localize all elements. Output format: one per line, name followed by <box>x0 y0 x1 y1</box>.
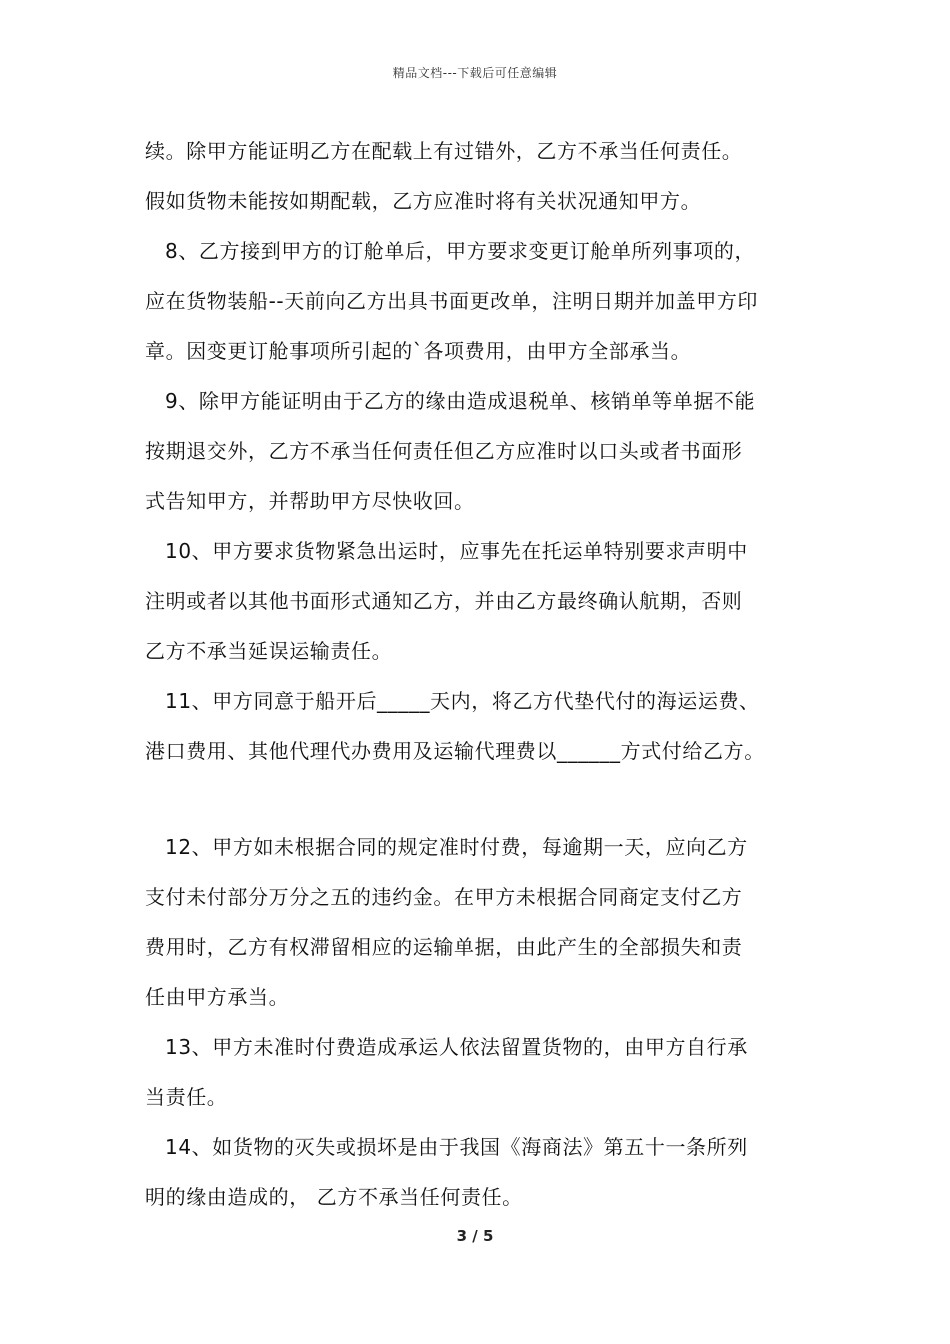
text-line: 费用时，乙方有权滞留相应的运输单据，由此产生的全部损失和责 <box>145 935 743 959</box>
text-line: 乙方不承当延误运输责任。 <box>145 639 393 663</box>
clause-11-line: 11、甲方同意于船开后_____天内，将乙方代垫代付的海运运费、 <box>165 689 760 713</box>
clause-12-line: 12、甲方如未根据合同的规定准时付费，每逾期一天，应向乙方 <box>165 835 748 859</box>
clause-14-line: 14、如货物的灭失或损坏是由于我国《海商法》第五十一条所列 <box>165 1135 748 1159</box>
text-line: 注明或者以其他书面形式通知乙方，并由乙方最终确认航期，否则 <box>145 589 743 613</box>
text-line: 任由甲方承当。 <box>145 985 290 1009</box>
text-line: 应在货物装船--天前向乙方出具书面更改单，注明日期并加盖甲方印 <box>145 289 759 313</box>
page-number: 3 / 5 <box>456 1227 494 1245</box>
text-line: 式告知甲方，并帮助甲方尽快收回。 <box>145 489 475 513</box>
page-header: 精品文档---下载后可任意编辑 <box>392 66 558 80</box>
clause-8-line: 8、乙方接到甲方的订舱单后，甲方要求变更订舱单所列事项的， <box>165 239 756 263</box>
text-line: 章。因变更订舱事项所引起的`各项费用，由甲方全部承当。 <box>145 339 692 363</box>
text-line: 明的缘由造成的， 乙方不承当任何责任。 <box>145 1185 523 1209</box>
blank-spacer <box>145 776 825 822</box>
text-line: 假如货物未能按如期配载，乙方应准时将有关状况通知甲方。 <box>145 189 702 213</box>
clause-9-line: 9、除甲方能证明由于乙方的缘由造成退税单、核销单等单据不能 <box>165 389 756 413</box>
text-line: 按期退交外，乙方不承当任何责任但乙方应准时以口头或者书面形 <box>145 439 743 463</box>
document-body <box>145 126 825 1222</box>
text-line: 当责任。 <box>145 1085 228 1109</box>
text-line: 续。除甲方能证明乙方在配载上有过错外，乙方不承当任何责任。 <box>145 139 743 163</box>
clause-10-line: 10、甲方要求货物紧急出运时，应事先在托运单特别要求声明中 <box>165 539 748 563</box>
text-line: 港口费用、其他代理代办费用及运输代理费以______方式付给乙方。 <box>145 739 765 763</box>
clause-13-line: 13、甲方未准时付费造成承运人依法留置货物的，由甲方自行承 <box>165 1035 748 1059</box>
text-line: 支付未付部分万分之五的违约金。在甲方未根据合同商定支付乙方 <box>145 885 743 909</box>
